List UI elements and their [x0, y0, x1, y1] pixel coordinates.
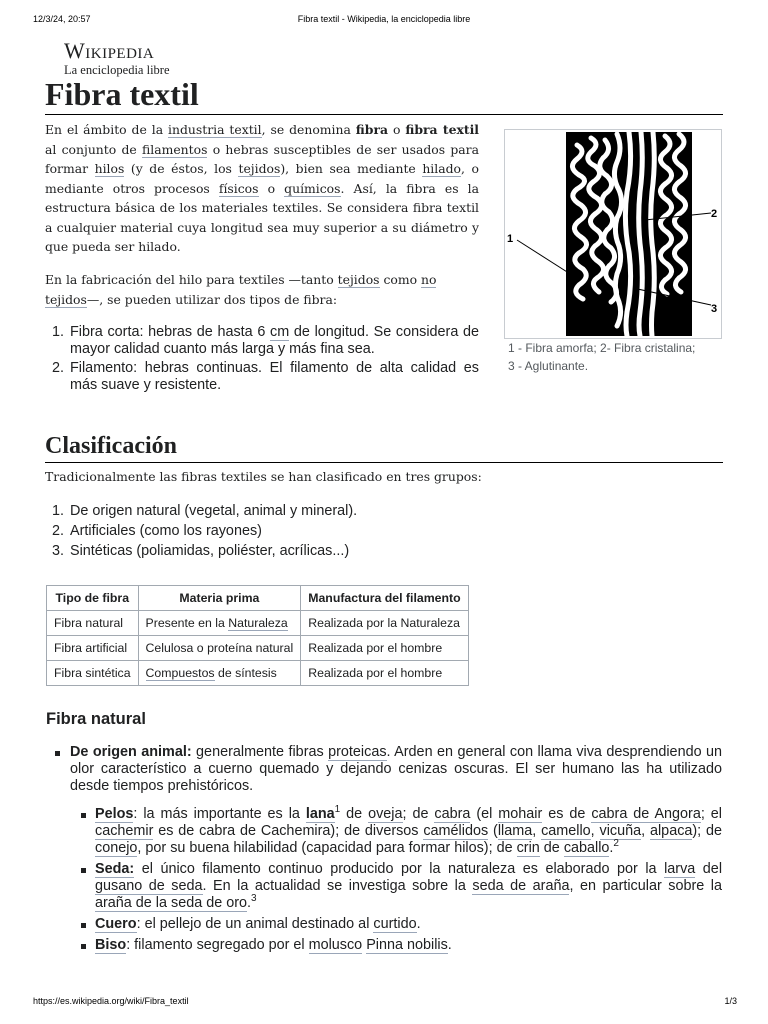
table-header-row: [47, 586, 469, 611]
link-mohair[interactable]: mohair: [498, 806, 543, 822]
link-cuero[interactable]: Cuero: [95, 916, 137, 932]
title-divider: [45, 114, 723, 115]
table-header: Manufactura del filamento: [301, 586, 468, 611]
table-cell: Realizada por la Naturaleza: [301, 611, 468, 636]
table-row: [47, 661, 469, 686]
link-gusano-de-seda[interactable]: gusano de seda: [95, 878, 203, 894]
link-pinna-nobilis[interactable]: Pinna nobilis: [366, 937, 448, 953]
list-item: Pelos: la más importante es la lana$^1$ de oveja; de cabra (el mohair es de cabra de Angora; el cachemir es de cabra de Cachemira); de diversos camélidos (llama, camello, vicuña, alpaca); de conejo, por su buena hilabilidad (capacidad para formar hilos); de crin de caballo.$^2$: [78, 806, 722, 857]
link-crin[interactable]: crin: [516, 840, 540, 856]
link-curtido[interactable]: curtido: [373, 916, 417, 932]
print-page-title: Fibra textil - Wikipedia, la enciclopedia libre: [297, 14, 471, 24]
table-row: [47, 636, 469, 661]
link-vicuna[interactable]: vicuña: [599, 823, 642, 839]
link-molusco[interactable]: molusco: [308, 937, 363, 953]
fiber-structure-image: [505, 130, 721, 338]
link-no-tejidos-cont[interactable]: tejidos: [45, 291, 87, 307]
link-cm[interactable]: cm: [270, 324, 290, 340]
fiber-structure-figure[interactable]: [504, 129, 722, 339]
link-proteicas[interactable]: proteicas: [328, 744, 387, 760]
link-oveja[interactable]: oveja: [368, 806, 403, 822]
list-item: Biso: filamento segregado por el molusco Pinna nobilis.: [78, 937, 722, 954]
list-item: 1. Fibra corta: hebras de hasta 6 cm de longitud. Se considera de mayor calidad cuanto más larga y más fina sea.: [52, 324, 479, 357]
table-header: Tipo de fibra: [47, 586, 139, 611]
link-alpaca[interactable]: alpaca: [649, 823, 693, 839]
link-industria-textil[interactable]: industria textil: [168, 122, 262, 137]
link-pelos[interactable]: Pelos: [95, 806, 134, 822]
link-fisicos[interactable]: físicos: [218, 180, 259, 196]
link-seda[interactable]: Seda:: [95, 861, 135, 877]
link-seda-de-arana[interactable]: seda de araña: [472, 878, 570, 894]
figure-label-1: 1: [507, 233, 514, 245]
logo-wordmark: Wikipedia: [64, 38, 155, 63]
table-cell: Realizada por el hombre: [301, 636, 468, 661]
link-cabra-angora[interactable]: cabra de Angora: [591, 806, 701, 822]
table-cell: Fibra natural: [47, 611, 139, 636]
table-cell: Celulosa o proteína natural: [138, 636, 301, 661]
list-item: 2. Artificiales (como los rayones): [52, 523, 262, 539]
print-url: https://es.wikipedia.org/wiki/Fibra_textil: [33, 996, 189, 1006]
link-llama[interactable]: llama: [497, 823, 533, 839]
table-cell: Fibra artificial: [47, 636, 139, 661]
logo-tagline: La enciclopedia libre: [64, 63, 170, 77]
fiber-intro-paragraph: En la fabricación del hilo para textiles —tanto tejidos como no tejidos—, se pueden utilizar dos tipos de fibra:: [45, 272, 437, 307]
fiber-types-table: [46, 585, 469, 686]
link-hilos[interactable]: hilos: [94, 161, 125, 176]
link-conejo[interactable]: conejo: [95, 840, 138, 856]
wikipedia-logo[interactable]: [64, 40, 170, 77]
table-cell: Compuestos de síntesis: [138, 661, 301, 686]
list-item: Cuero: el pellejo de un animal destinado al curtido.: [78, 916, 722, 933]
link-cabra[interactable]: cabra: [434, 806, 471, 822]
list-item: 3. Sintéticas (poliamidas, poliéster, acrílicas...): [52, 543, 350, 559]
table-cell: Realizada por el hombre: [301, 661, 468, 686]
citation-1[interactable]: 1: [334, 804, 341, 816]
fiber-types-list: [45, 324, 479, 396]
figure-caption: 1 - Fibra amorfa; 2- Fibra cristalina; 3 - Aglutinante.: [508, 341, 696, 373]
list-item: 1. De origen natural (vegetal, animal y mineral).: [52, 503, 358, 519]
figure-label-3: 3: [711, 303, 718, 315]
section-divider: [45, 462, 723, 463]
link-no-tejidos[interactable]: no: [421, 272, 437, 287]
table-header: Materia prima: [138, 586, 301, 611]
natural-origin-list: [52, 744, 722, 795]
link-caballo[interactable]: caballo: [563, 840, 610, 856]
animal-fibers-list: [78, 806, 722, 958]
link-tejidos[interactable]: tejidos: [238, 161, 281, 176]
link-naturaleza[interactable]: Naturaleza: [228, 616, 288, 630]
link-lana[interactable]: lana: [305, 806, 335, 822]
link-biso[interactable]: Biso: [95, 937, 127, 953]
figure-label-2: 2: [711, 208, 718, 220]
print-datetime: 12/3/24, 20:57: [33, 14, 91, 24]
subsection-heading-fibra-natural: Fibra natural: [46, 710, 146, 728]
link-filamentos[interactable]: filamentos: [141, 141, 208, 157]
table-row: [47, 611, 469, 636]
list-item: Seda: el único filamento continuo producido por la naturaleza es elaborado por la larva del gusano de seda. En la actualidad se investiga sobre la seda de araña, en particular sobre la araña de la seda de oro.$^3$: [78, 861, 722, 912]
citation-3[interactable]: 3: [251, 893, 257, 905]
link-hilado[interactable]: hilado: [422, 161, 462, 176]
section-heading-clasificacion: Clasificación: [45, 433, 177, 459]
list-item: 2. Filamento: hebras continuas. El filamento de alta calidad es más suave y resistente.: [52, 360, 479, 393]
list-item: De origen animal: generalmente fibras proteicas. Arden en general con llama viva desprendiendo un olor característico a cuerno quemado y dejando cenizas oscuras. El ser humano las ha utilizado desde tiempos prehistóricos.: [52, 744, 722, 795]
classification-list: [45, 503, 545, 563]
link-quimicos[interactable]: químicos: [284, 180, 341, 196]
link-arana-seda-oro[interactable]: araña de la seda de oro: [95, 895, 248, 911]
print-page-number: 1/3: [724, 996, 737, 1006]
table-cell: Fibra sintética: [47, 661, 139, 686]
link-camelidos[interactable]: camélidos: [423, 823, 489, 839]
lead-paragraph: En el ámbito de la industria textil, se denomina fibra o fibra textil al conjunto de filamentos o hebras susceptibles de ser usados para formar hilos (y de éstos, los tejidos), bien sea mediante hilado, o mediante otros procesos físicos o químicos. Así, la fibra es la estructura básica de los materiales textiles. Se considera fibra textil a cualquier material cuya longitud sea muy superior a su diámetro y que pueda ser hilado.: [45, 122, 479, 254]
link-cachemir[interactable]: cachemir: [95, 823, 154, 839]
link-tejidos-2[interactable]: tejidos: [337, 272, 380, 287]
link-camello[interactable]: camello: [541, 823, 591, 839]
link-compuestos[interactable]: Compuestos: [145, 666, 215, 680]
table-cell: Presente en la Naturaleza: [138, 611, 301, 636]
clasificacion-intro: Tradicionalmente las fibras textiles se han clasificado en tres grupos:: [45, 469, 482, 484]
link-larva[interactable]: larva: [664, 861, 696, 877]
page-title: Fibra textil: [45, 76, 199, 112]
citation-2[interactable]: 2: [613, 838, 619, 850]
